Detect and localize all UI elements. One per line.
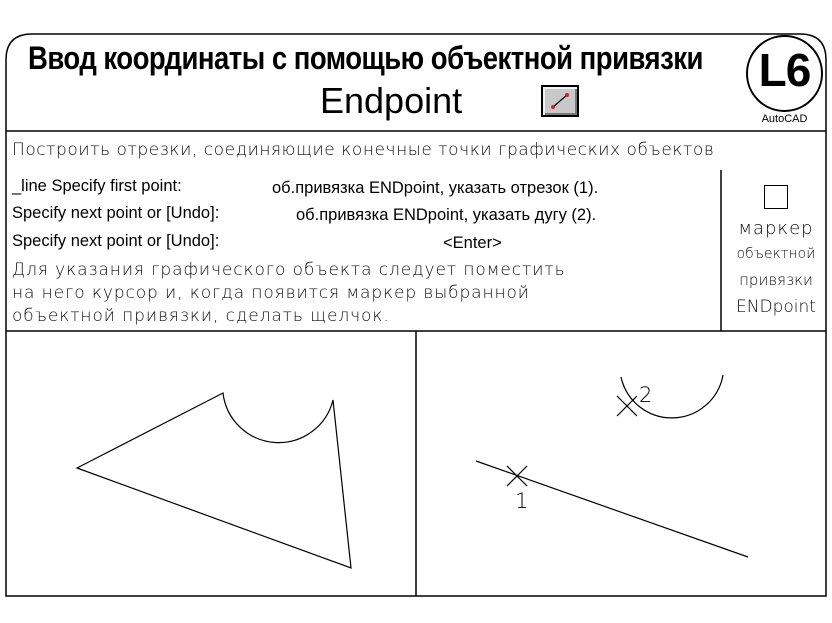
command-prompt-3: Specify next point or [Undo]: [12,232,220,250]
square-marker-icon [764,185,788,209]
endpoint-snap-button[interactable] [541,85,579,117]
note-line-1: Для указания графического объекта следует поместить [12,260,566,280]
page-title-snap-mode: Endpoint [320,80,463,121]
lesson-badge [746,35,823,112]
page-title: Ввод координаты с помощью объектной привязки [28,40,703,76]
command-prompt-1: _line Specify first point: [12,177,182,195]
label-arc-2: 2 [639,383,653,407]
note-line-3: объектной привязки, сделать щелчок. [12,306,390,326]
marker-legend-line-1: маркер [738,218,814,239]
right-drawing [476,375,748,557]
shape-outline [77,393,351,568]
command-prompt-2: Specify next point or [Undo]: [12,204,220,222]
marker-legend-line-2: объектной [736,246,816,262]
lesson-number: L6 [758,44,811,96]
label-segment-1: 1 [515,489,529,513]
marker-legend-line-3: привязки [739,271,813,289]
command-action-2: об.привязка ENDpoint, указать дугу (2). [296,206,597,224]
left-drawing [77,393,351,568]
endpoint-snap-icon [543,87,577,115]
pick-marker-2 [617,396,637,416]
pick-marker-1 [507,466,527,486]
task-subtitle: Построить отрезки, соединяющие конечные точки графических объектов [12,140,715,160]
command-action-3: <Enter> [443,234,502,252]
badge-caption: AutoCAD [761,113,808,125]
marker-legend-line-4: ENDpoint [736,297,816,317]
note-line-2: на него курсор и, когда появится маркер выбранной [12,283,530,303]
command-action-1: об.привязка ENDpoint, указать отрезок (1). [272,179,599,197]
